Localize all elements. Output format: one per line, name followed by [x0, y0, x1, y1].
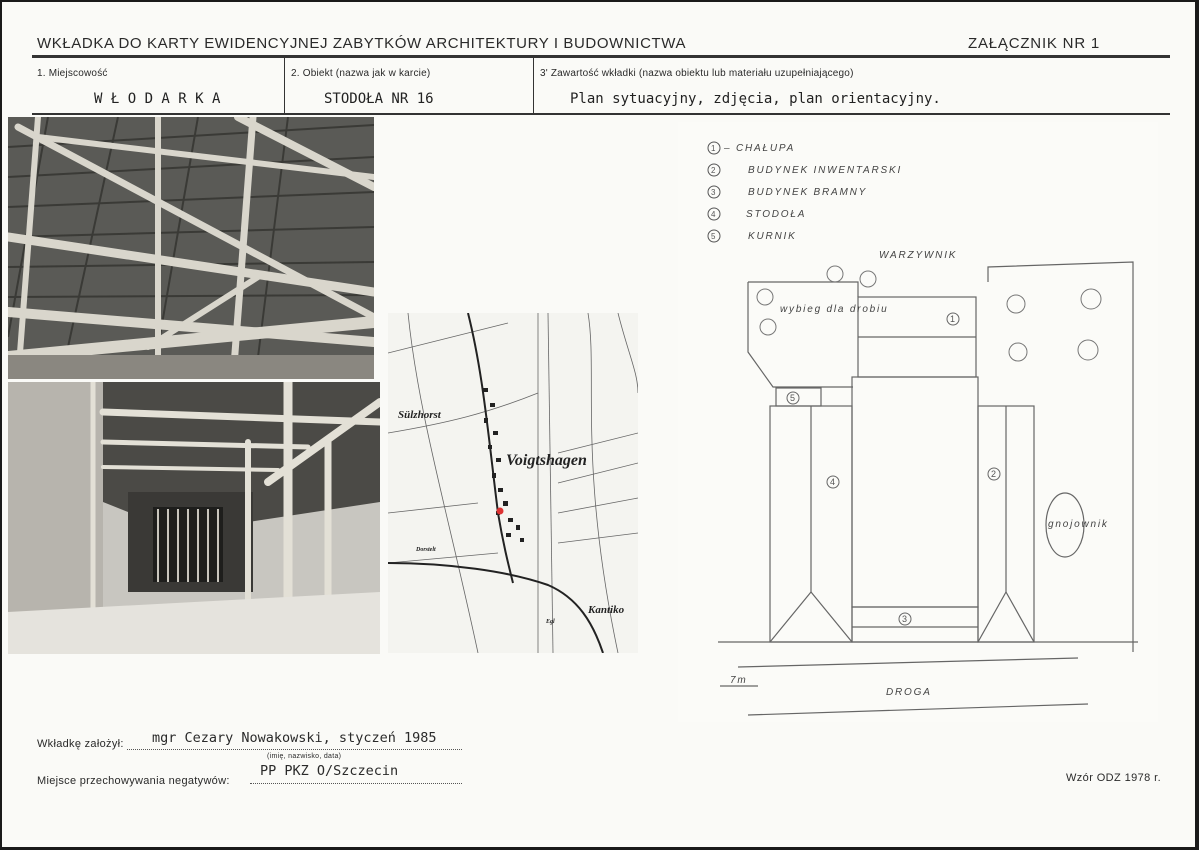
object-label: 2. Obiekt (nazwa jak w karcie) [291, 68, 431, 79]
plan-num-5: 5 [790, 393, 796, 403]
legend-num-5: 5 [711, 232, 716, 241]
map-place-1: Sülzhorst [398, 409, 441, 421]
map-place-5: Egl [546, 619, 555, 625]
object-value: STODOŁA NR 16 [324, 91, 434, 107]
plan-num-2: 2 [991, 469, 997, 479]
legend-num-3: 3 [711, 188, 716, 197]
storage-dotted-line [250, 783, 462, 784]
author-hint: (imię, nazwisko, data) [267, 753, 342, 760]
legend-text-1: – CHAŁUPA [724, 143, 796, 154]
annex-number: ZAŁĄCZNIK NR 1 [968, 35, 1101, 52]
scale-label: 7m [730, 675, 748, 686]
storage-label: Miejsce przechowywania negatywów: [37, 775, 230, 787]
map-place-4: Dorstelt [416, 547, 436, 553]
map-place-2: Voigtshagen [506, 452, 587, 469]
template-note: Wzór ODZ 1978 r. [1066, 772, 1162, 784]
photo-roof-trusses [8, 117, 374, 379]
author-value: mgr Cezary Nowakowski, styczeń 1985 [152, 730, 437, 746]
locality-label: 1. Miejscowość [37, 68, 108, 79]
form-title: WKŁADKA DO KARTY EWIDENCYJNEJ ZABYTKÓW ARCHITEKTURY I BUDOWNICTWA [37, 35, 687, 52]
photo-barn-interior [8, 382, 380, 654]
site-plan [678, 122, 1158, 722]
map-place-3: Kantiko [588, 604, 625, 616]
contents-value: Plan sytuacyjny, zdjęcia, plan orientacyjny. [570, 91, 941, 107]
orientation-map [388, 313, 638, 653]
legend-text-2: BUDYNEK INWENTARSKI [748, 165, 903, 176]
plan-num-4: 4 [830, 477, 836, 487]
field-divider-1 [284, 58, 285, 113]
plan-num-3: 3 [902, 614, 908, 624]
road-label: DROGA [886, 687, 932, 698]
contents-label: 3' Zawartość wkładki (nazwa obiektu lub materiału uzupełniającego) [540, 68, 854, 79]
legend-num-2: 2 [711, 166, 716, 175]
legend-num-4: 4 [711, 210, 716, 219]
garden-label: WARZYWNIK [879, 250, 958, 261]
storage-value: PP PKZ O/Szczecin [260, 763, 399, 779]
legend-text-3: BUDYNEK BRAMNY [748, 187, 868, 198]
poultry-label: wybieg dla drobiu [780, 304, 889, 315]
legend-text-5: KURNIK [748, 231, 797, 242]
form-sheet [2, 2, 1195, 847]
legend-text-4: STODOŁA [746, 209, 807, 220]
field-divider-2 [533, 58, 534, 113]
header-rule-top [32, 55, 1170, 58]
header-rule-bottom [32, 113, 1170, 115]
legend-num-1: 1 [711, 144, 716, 153]
locality-value: W Ł O D A R K A [94, 91, 221, 107]
author-label: Wkładkę założył: [37, 738, 124, 750]
plan-num-1: 1 [950, 314, 956, 324]
manure-label: gnojownik [1048, 519, 1109, 530]
author-dotted-line [127, 749, 462, 750]
